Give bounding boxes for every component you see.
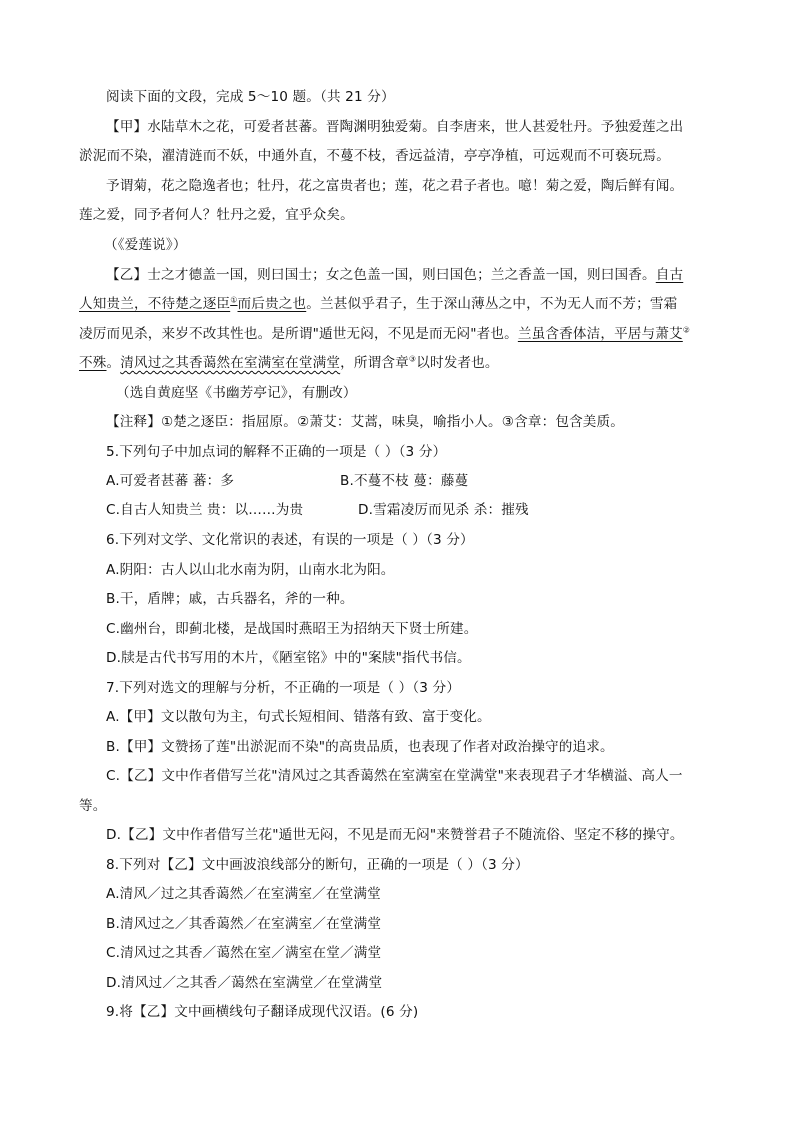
jia-para1-line2: 淤泥而不染，濯清涟而不妖，中通外直，不蔓不枝，香远益清，亭亭净植，可远观而不可亵玩焉。 [79, 148, 670, 164]
yi-line2-text: 。兰甚似乎君子，生于深山薄丛之中，不为无人而不芳；雪霜 [306, 296, 678, 312]
jia-para2-line2: 莲之爱，同予者何人？牡丹之爱，宜乎众矣。 [79, 207, 354, 223]
q9-stem: 9.将【乙】文中画横线句子翻译成现代汉语。(6 分) [106, 1004, 419, 1020]
yi-underlined-sentence-start: 自古 [655, 267, 684, 283]
yi-source: （选自黄庭坚《书幽芳亭记》，有删改） [116, 385, 357, 401]
q7-stem: 7.下列对选文的理解与分析，不正确的一项是（ ）（3 分） [106, 680, 461, 696]
q5-stem: 5.下列句子中加点词的解释不正确的一项是（ ）（3 分） [106, 444, 447, 460]
footnote-marker-2: ② [682, 325, 691, 335]
yi-line1 [106, 266, 683, 284]
q8-option-c: C.清风过之其香／蔼然在室／满室在堂／满堂 [106, 945, 382, 961]
q5-option-b: B.不蔓不枝 蔓：藤蔓 [340, 473, 469, 489]
yi-line1-text: 【乙】士之才德盖一国，则曰国士；女之色盖一国，则曰国色；兰之香盖一国，则曰国香。 [106, 267, 656, 283]
footnote-marker-1: ① [230, 295, 238, 305]
yi-line4-text: ，所谓含章 [340, 355, 409, 371]
q6-option-d: D.牍是古代书写用的木片，《陋室铭》中的"案牍"指代书信。 [106, 650, 471, 666]
q8-option-b: B.清风过之／其香蔼然／在室满室／在堂满堂 [106, 916, 382, 932]
q5-option-c: C.自古人知贵兰 贵：以……为贵 [106, 502, 304, 518]
q7-option-c-line2: 等。 [79, 798, 107, 814]
section-intro: 阅读下面的文段，完成 5～10 题。（共 21 分） [106, 89, 395, 105]
q7-option-c-line1: C.【乙】文中作者借写兰花"清风过之其香蔼然在室满室在堂满堂"来表现君子才华横溢、高人一 [106, 768, 683, 784]
q8-option-a: A.清风／过之其香蔼然／在室满室／在堂满堂 [106, 886, 381, 902]
yi-line3 [79, 325, 690, 343]
yi-underlined-sentence-2-end: 不殊 [79, 355, 107, 371]
q6-stem: 6.下列对文学、文化常识的表述，有误的一项是（ ）（3 分） [106, 532, 474, 548]
yi-underlined-sentence: 人知贵兰，不待楚之逐臣 [79, 296, 231, 312]
jia-para2-line1: 予谓菊，花之隐逸者也；牡丹，花之富贵者也；莲，花之君子者也。噫！菊之爱，陶后鲜有闻。 [106, 178, 684, 194]
q6-option-a: A.阴阳：古人以山北水南为阴，山南水北为阳。 [106, 562, 395, 578]
yi-line2 [79, 295, 677, 313]
jia-source: （《爱莲说》） [104, 237, 187, 253]
q7-option-a: A.【甲】文以散句为主，句式长短相间、错落有致、富于变化。 [106, 709, 491, 725]
q8-option-d: D.清风过／之其香／蔼然在室满堂／在堂满堂 [106, 975, 383, 991]
yi-underlined-sentence-2: 兰虽含香体洁，平居与萧艾 [517, 326, 683, 342]
yi-underlined-sentence-end: 而后贵之也 [237, 296, 307, 312]
yi-period: 。 [106, 355, 121, 371]
yi-notes: 【注释】①楚之逐臣：指屈原。②萧艾：艾蒿，味臭，喻指小人。③含章：包含美质。 [106, 414, 625, 430]
yi-line4-end: 以时发者也。 [416, 355, 499, 371]
yi-line4 [79, 354, 499, 372]
q5-option-d: D.雪霜凌厉而见杀 杀：摧残 [358, 502, 529, 518]
yi-wavy-line-sentence: 清风过之其香蔼然在室满室在堂满堂 [120, 355, 341, 371]
q7-option-b: B.【甲】文赞扬了莲"出淤泥而不染"的高贵品质，也表现了作者对政治操守的追求。 [106, 739, 614, 755]
jia-para1-line1: 【甲】水陆草木之花，可爱者甚蕃。晋陶渊明独爱菊。自李唐来，世人甚爱牡丹。予独爱莲之出 [106, 119, 684, 135]
q7-option-d: D.【乙】文中作者借写兰花"遁世无闷，不见是而无闷"来赞誉君子不随流俗、坚定不移的操守。 [106, 827, 684, 843]
q6-option-c: C.幽州台，即蓟北楼，是战国时燕昭王为招纳天下贤士所建。 [106, 621, 478, 637]
q6-option-b: B.干，盾牌；戚，古兵器名，斧的一种。 [106, 591, 354, 607]
yi-line3-text: 凌厉而见杀，来岁不改其性也。是所谓"遁世无闷，不见是而无闷"者也。 [79, 326, 518, 342]
footnote-marker-3: ③ [408, 354, 417, 364]
q8-stem: 8.下列对【乙】文中画波浪线部分的断句，正确的一项是（ ）（3 分） [106, 857, 529, 873]
q5-option-a: A.可爱者甚蕃 蕃：多 [106, 473, 235, 489]
